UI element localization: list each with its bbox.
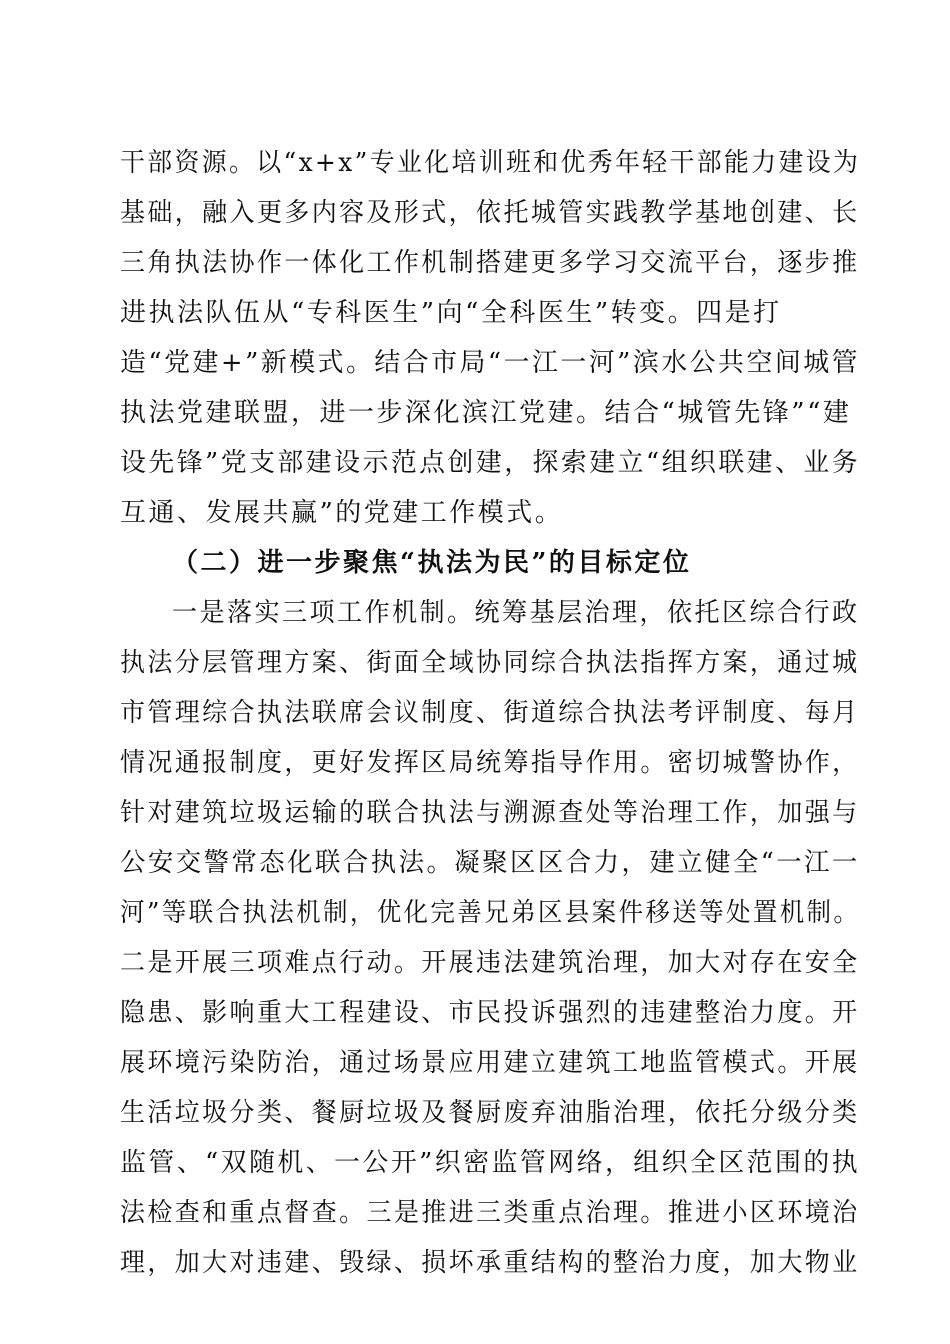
paragraph-line: 干部资源。以“x+x”专业化培训班和优秀年轻干部能力建设为 <box>120 148 861 178</box>
paragraph-line: 互通、发展共赢”的党建工作模式。 <box>120 498 564 528</box>
paragraph-line: 设先锋”党支部建设示范点创建，探索建立“组织联建、业务 <box>120 448 861 478</box>
paragraph-line: 基础，融入更多内容及形式，依托城管实践教学基地创建、长 <box>120 198 860 228</box>
paragraph-line: 执法党建联盟，进一步深化滨江党建。结合“城管先锋”“建 <box>120 398 852 428</box>
paragraph-line: 造“党建+”新模式。结合市局“一江一河”滨水公共空间城管 <box>120 348 860 378</box>
paragraph-line: 河”等联合执法机制，优化完善兄弟区县案件移送等处置机制。 <box>120 898 861 928</box>
paragraph-line: 公安交警常态化联合执法。凝聚区区合力，建立健全“一江一 <box>120 848 860 878</box>
paragraph-line: 一是落实三项工作机制。统筹基层治理，依托区综合行政 <box>172 598 860 628</box>
paragraph-line: 法检查和重点督查。三是推进三类重点治理。推进小区环境治 <box>120 1198 860 1228</box>
paragraph-line: 针对建筑垃圾运输的联合执法与溯源查处等治理工作，加强与 <box>120 798 860 828</box>
paragraph-line: 隐患、影响重大工程建设、市民投诉强烈的违建整治力度。开 <box>120 998 860 1028</box>
section-heading: （二）进一步聚焦“执法为民”的目标定位 <box>172 548 692 578</box>
paragraph-line: 执法分层管理方案、街面全域协同综合执法指挥方案，通过城 <box>120 648 860 678</box>
paragraph-line: 进执法队伍从“专科医生”向“全科医生”转变。四是打 <box>120 298 782 328</box>
paragraph-line: 理，加大对违建、毁绿、损坏承重结构的整治力度，加大物业 <box>120 1248 860 1278</box>
paragraph-line: 二是开展三项难点行动。开展违法建筑治理，加大对存在安全 <box>120 948 860 978</box>
paragraph-line: 监管、“双随机、一公开”织密监管网络，组织全区范围的执 <box>120 1148 861 1178</box>
paragraph-line: 展环境污染防治，通过场景应用建立建筑工地监管模式。开展 <box>120 1048 860 1078</box>
paragraph-line: 市管理综合执法联席会议制度、街道综合执法考评制度、每月 <box>120 698 860 728</box>
paragraph-line: 三角执法协作一体化工作机制搭建更多学习交流平台，逐步推 <box>120 248 860 278</box>
paragraph-line: 生活垃圾分类、餐厨垃圾及餐厨废弃油脂治理，依托分级分类 <box>120 1098 860 1128</box>
paragraph-line: 情况通报制度，更好发挥区局统筹指导作用。密切城警协作， <box>120 748 860 778</box>
